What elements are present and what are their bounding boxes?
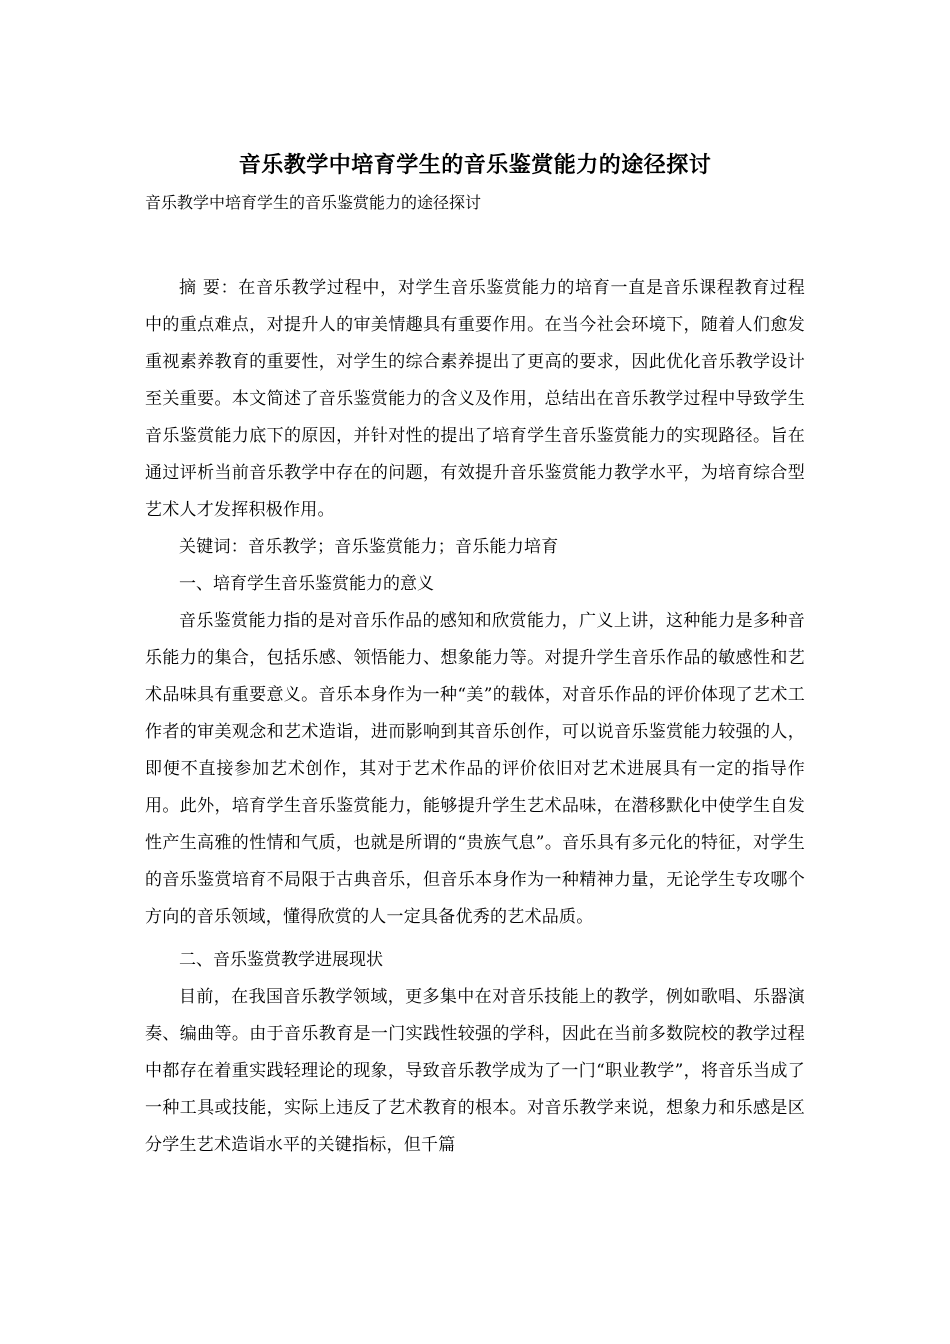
document-subtitle: 音乐教学中培育学生的音乐鉴赏能力的途径探讨 [145, 193, 482, 212]
section-1-body: 音乐鉴赏能力指的是对音乐作品的感知和欣赏能力，广义上讲，这种能力是多种音乐能力的集合，包括乐感、领悟能力、想象能力等。对提升学生音乐作品的敏感性和艺术品味具有重要意义。音乐本身作为一种“美”的载体，对音乐作品的评价体现了艺术工作者的审美观念和艺术造诣，进而影响到其音乐创作，可以说音乐鉴赏能力较强的人，即便不直接参加艺术创作，其对于艺术作品的评价依旧对艺术进展具有一定的指导作用。此外，培育学生音乐鉴赏能力，能够提升学生艺术品味，在潜移默化中使学生自发性产生高雅的性情和气质，也就是所谓的“贵族气息”。音乐具有多元化的特征，对学生的音乐鉴赏培育不局限于古典音乐，但音乐本身作为一种精神力量，无论学生专攻哪个方向的音乐领域，懂得欣赏的人一定具备优秀的艺术品质。 [145, 611, 805, 927]
document-page [145, 150, 805, 1164]
section-2-heading: 二、音乐鉴赏教学进展现状 [179, 950, 383, 970]
abstract-paragraph: 摘 要：在音乐教学过程中，对学生音乐鉴赏能力的培育一直是音乐课程教育过程中的重点难点，对提升人的审美情趣具有重要作用。在当今社会环境下，随着人们愈发重视素养教育的重要性，对学生的综合素养提出了更高的要求，因此优化音乐教学设计至关重要。本文简述了音乐鉴赏能力的含义及作用，总结出在音乐教学过程中导致学生音乐鉴赏能力底下的原因，并针对性的提出了培育学生音乐鉴赏能力的实现路径。旨在通过评析当前音乐教学中存在的问题，有效提升音乐鉴赏能力教学水平，为培育综合型艺术人才发挥积极作用。 [145, 278, 805, 520]
keywords-line: 关键词：音乐教学；音乐鉴赏能力；音乐能力培育 [179, 537, 559, 557]
document-title: 音乐教学中培育学生的音乐鉴赏能力的途径探讨 [238, 152, 712, 178]
section-2-body: 目前，在我国音乐教学领域，更多集中在对音乐技能上的教学，例如歌唱、乐器演奏、编曲等。由于音乐教育是一门实践性较强的学科，因此在当前多数院校的教学过程中都存在着重实践轻理论的现象，导致音乐教学成为了一门“职业教学”，将音乐当成了一种工具或技能，实际上违反了艺术教育的根本。对音乐教学来说，想象力和乐感是区分学生艺术造诣水平的关键指标，但千篇 [145, 987, 805, 1155]
section-1-heading: 一、培育学生音乐鉴赏能力的意义 [179, 574, 434, 594]
